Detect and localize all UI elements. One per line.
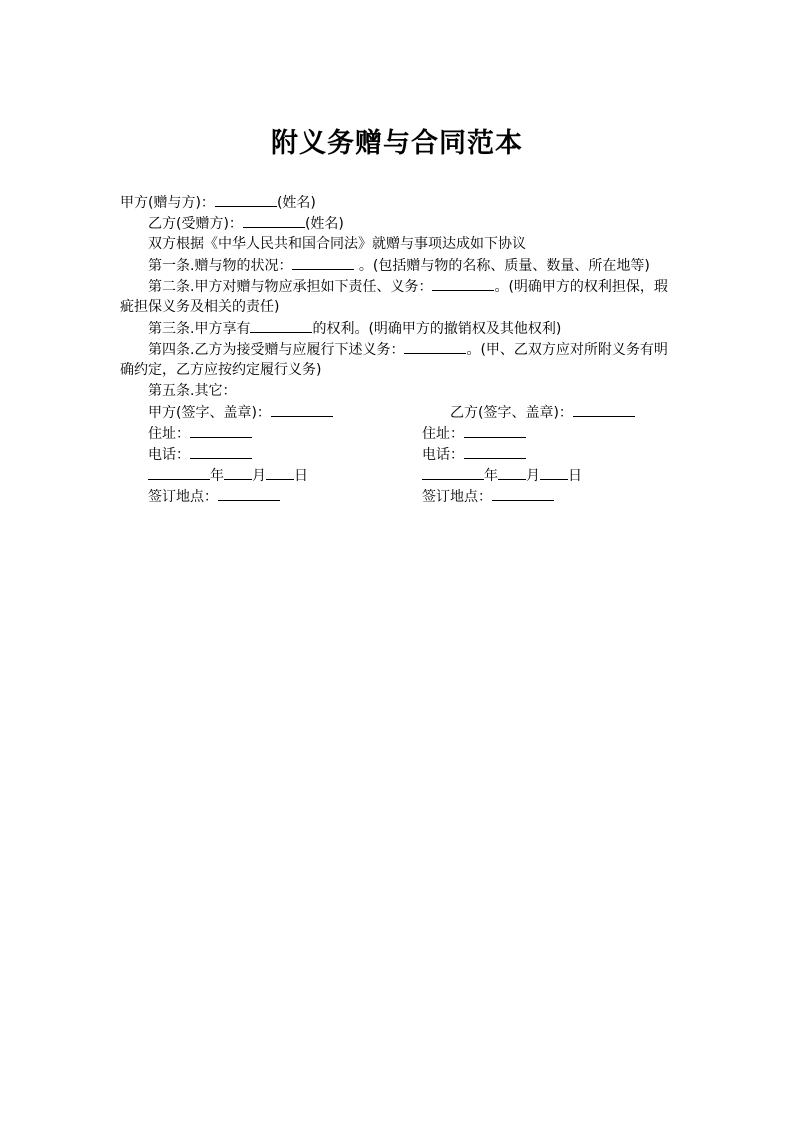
party-b-line [148, 213, 344, 234]
article-1 [148, 255, 650, 276]
party-a-day-label: 日 [294, 468, 308, 484]
party-a-place-line [148, 486, 280, 507]
article-4-continuation: 确约定，乙方应按约定履行义务) [120, 362, 322, 378]
party-a-date-line [148, 465, 308, 486]
party-b-sign-blank [573, 402, 635, 417]
article-4-blank [404, 339, 466, 354]
party-a-year-blank [148, 465, 210, 480]
party-a-phone-line [148, 444, 252, 465]
party-a-address-blank [190, 423, 252, 438]
party-a-place-blank [218, 486, 280, 501]
party-b-place-line [422, 486, 554, 507]
party-b-date-line [422, 465, 582, 486]
party-b-day-label: 日 [568, 468, 582, 484]
party-b-address-line [422, 423, 526, 444]
party-b-month-blank [498, 465, 526, 480]
intro-line: 双方根据《中华人民共和国合同法》就赠与事项达成如下协议 [148, 236, 526, 252]
party-b-place-label: 签订地点： [422, 489, 492, 505]
party-b-label: 乙方(受赠方)： [148, 216, 243, 232]
party-a-month-blank [224, 465, 252, 480]
party-a-sign-line [148, 402, 333, 423]
party-b-phone-line [422, 444, 526, 465]
article-1-label: 第一条.赠与物的状况： [148, 258, 293, 274]
party-a-suffix: (姓名) [276, 195, 316, 211]
party-a-phone-blank [190, 444, 252, 459]
article-3-label: 第三条.甲方享有 [148, 321, 251, 337]
party-a-address-label: 住址： [148, 426, 190, 442]
party-a-day-blank [266, 465, 294, 480]
article-2 [148, 276, 668, 297]
article-3 [148, 318, 561, 339]
party-a-month-label: 月 [252, 468, 266, 484]
article-2-blank [432, 276, 494, 291]
party-b-suffix: (姓名) [304, 216, 344, 232]
party-a-sign-label: 甲方(签字、盖章)： [148, 405, 271, 421]
party-b-address-blank [464, 423, 526, 438]
article-5: 第五条.其它： [148, 383, 237, 399]
article-1-blank [292, 255, 354, 270]
article-2-continuation: 疵担保义务及相关的责任) [120, 299, 280, 315]
party-b-year-label: 年 [484, 468, 498, 484]
article-4-note: 。(甲、乙双方应对所附义务有明 [466, 342, 668, 358]
party-b-sign-label: 乙方(签字、盖章)： [450, 405, 573, 421]
party-a-place-label: 签订地点： [148, 489, 218, 505]
article-3-note: 的权利。(明确甲方的撤销权及其他权利) [312, 321, 562, 337]
party-b-phone-blank [464, 444, 526, 459]
party-a-sign-blank [271, 402, 333, 417]
party-b-sign-line [450, 402, 635, 423]
page-title: 附义务赠与合同范本 [271, 128, 523, 159]
article-2-note: 。(明确甲方的权利担保，瑕 [494, 279, 668, 295]
party-b-day-blank [540, 465, 568, 480]
article-1-note: 。(包括赠与物的名称、质量、数量、所在地等) [354, 258, 650, 274]
party-a-label: 甲方(赠与方)： [120, 195, 215, 211]
party-b-address-label: 住址： [422, 426, 464, 442]
article-2-label: 第二条.甲方对赠与物应承担如下责任、义务： [148, 279, 433, 295]
party-a-year-label: 年 [210, 468, 224, 484]
party-b-month-label: 月 [526, 468, 540, 484]
party-b-year-blank [422, 465, 484, 480]
party-b-phone-label: 电话： [422, 447, 464, 463]
article-3-blank [250, 318, 312, 333]
party-a-name-blank [215, 192, 277, 207]
party-a-phone-label: 电话： [148, 447, 190, 463]
article-4-label: 第四条.乙方为接受赠与应履行下述义务： [148, 342, 405, 358]
party-b-name-blank [243, 213, 305, 228]
party-b-place-blank [492, 486, 554, 501]
article-4 [148, 339, 668, 360]
party-a-line [120, 192, 316, 213]
party-a-address-line [148, 423, 252, 444]
